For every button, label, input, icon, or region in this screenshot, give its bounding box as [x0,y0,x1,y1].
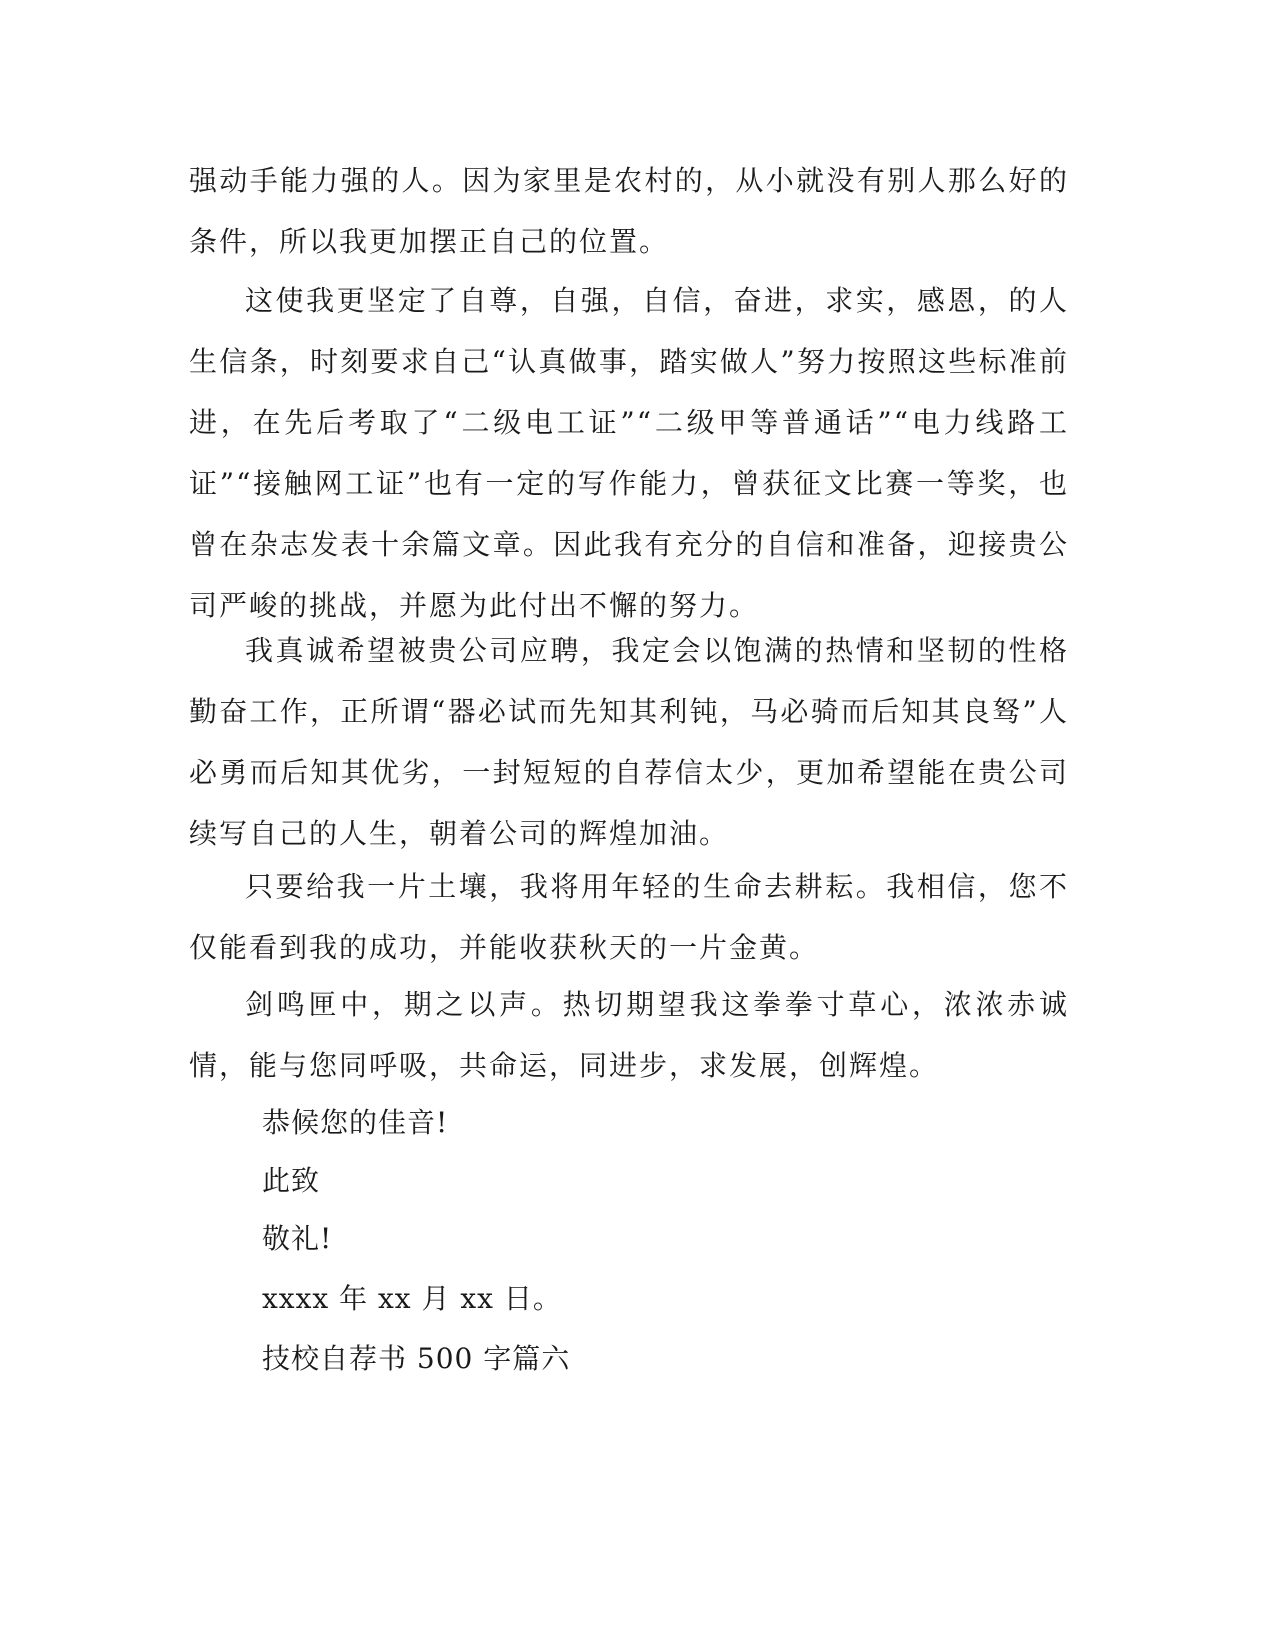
closing-regards: 敬礼! [262,1222,333,1255]
closing-salutation: 此致 [262,1164,321,1197]
paragraph-hope: 我真诚希望被贵公司应聘，我定会以饱满的热情和坚韧的性格勤奋工作，正所谓“器必试而先知其利钝，马必骑而后知其良驽”人必勇而后知其优劣，一封短短的自荐信太少，更加希望能在贵公司续写自己的人生，朝着公司的辉煌加油。 [189,634,1069,850]
closing-date: xxxx 年 xx 月 xx 日。 [262,1282,562,1315]
next-section-title: 技校自荐书 500 字篇六 [262,1342,571,1375]
paragraph-continuation: 强动手能力强的人。因为家里是农村的，从小就没有别人那么好的条件，所以我更加摆正自己的位置。 [189,164,1069,258]
paragraph-beliefs: 这使我更坚定了自尊，自强，自信，奋进，求实，感恩，的人生信条，时刻要求自己“认真做事，踏实做人”努力按照这些标准前进，在先后考取了“二级电工证”“二级甲等普通话”“电力线路工证”“接触网工证”也有一定的写作能力，曾获征文比赛一等奖，也曾在杂志发表十余篇文章。因此我有充分的自信和准备，迎接贵公司严峻的挑战，并愿为此付出不懈的努力。 [189,284,1069,622]
paragraph-sword: 剑鸣匣中，期之以声。热切期望我这拳拳寸草心，浓浓赤诚情，能与您同呼吸，共命运，同进步，求发展，创辉煌。 [189,988,1069,1082]
paragraph-soil: 只要给我一片土壤，我将用年轻的生命去耕耘。我相信，您不仅能看到我的成功，并能收获秋天的一片金黄。 [189,870,1069,964]
closing-await: 恭候您的佳音! [262,1106,449,1139]
